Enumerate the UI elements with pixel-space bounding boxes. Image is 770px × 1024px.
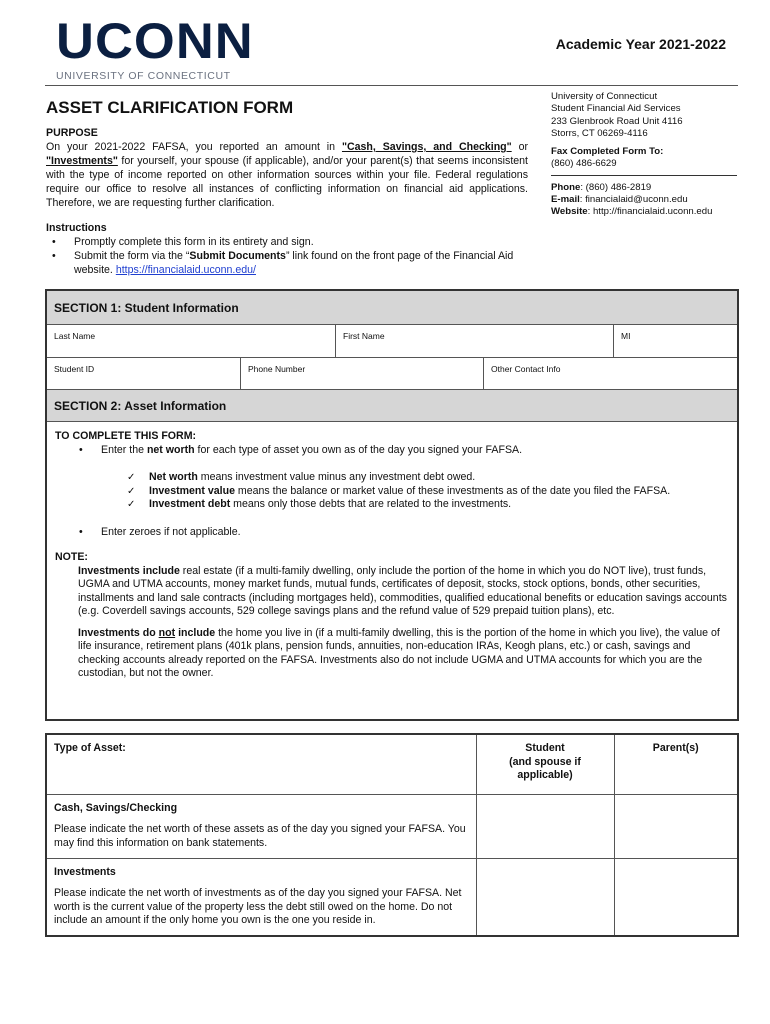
row-description: Please indicate the net worth of these assets as of the day you signed your FAFSA. You may find this information on bank statements. <box>54 823 466 849</box>
instructions-block <box>46 221 530 277</box>
student-header <box>476 734 614 794</box>
parent-header: Parent(s) <box>614 734 738 794</box>
contact-block <box>551 91 737 219</box>
logo-subtitle: UNIVERSITY OF CONNECTICUT <box>56 70 231 82</box>
purpose-text-2: or <box>511 141 528 153</box>
purpose-heading: PURPOSE <box>46 127 98 139</box>
email-label: E-mail <box>551 194 580 206</box>
instructions-heading: Instructions <box>46 222 107 234</box>
type-of-asset-header: Type of Asset: <box>46 734 476 794</box>
instruction-bullet: • Enter zeroes if not applicable. <box>55 526 729 540</box>
to-complete-heading: TO COMPLETE THIS FORM: <box>55 430 197 442</box>
phone-value: : (860) 486-2819 <box>580 181 652 193</box>
definition-term: Investment debt <box>149 498 231 510</box>
mi-field[interactable] <box>614 325 737 357</box>
header-divider <box>45 85 738 86</box>
parent-cash-input[interactable] <box>614 794 738 858</box>
instruction-bullet <box>55 444 729 458</box>
note-heading: NOTE: <box>55 551 88 563</box>
purpose-cash-savings: "Cash, Savings, and Checking" <box>341 141 512 153</box>
purpose-text-1: On your 2021-2022 FAFSA, you reported an amount in <box>46 141 342 153</box>
form-title: ASSET CLARIFICATION FORM <box>46 98 294 117</box>
definition-term: Net worth <box>149 471 198 483</box>
email-line <box>551 194 737 206</box>
definition-item <box>55 498 729 512</box>
purpose-text-3: for yourself, your spouse (if applicable), and/or your parent(s) that seems inconsistent with the type of income reported on other information sources within your file. Federal regulations require our office to resolve all instances of conflicting information on financial aid applications. Therefore, we are requesting further clarification. <box>46 155 528 209</box>
uconn-logo <box>56 13 256 82</box>
phone-line <box>551 182 737 194</box>
note-term-not: not <box>158 626 176 639</box>
table-header-row <box>46 734 738 794</box>
note-investments-include <box>55 565 729 619</box>
section-2-heading: SECTION 2: Asset Information <box>47 390 737 422</box>
row-title: Cash, Savings/Checking <box>54 801 178 814</box>
contact-line: Storrs, CT 06269-4116 <box>551 127 648 139</box>
note-investments-exclude <box>55 627 729 681</box>
website-label: Website <box>551 206 588 218</box>
student-id-field[interactable] <box>47 358 241 389</box>
id-row <box>47 358 737 390</box>
other-contact-label: Other Contact Info <box>491 364 561 374</box>
purpose-investments: "Investments" <box>46 155 118 167</box>
section-1-heading: SECTION 1: Student Information <box>47 291 737 325</box>
phone-label: Phone <box>551 181 581 193</box>
student-header-line: applicable) <box>517 769 573 781</box>
phone-number-label: Phone Number <box>248 364 306 374</box>
definition-text: means only those debts that are related to the investments. <box>230 498 512 510</box>
first-name-field[interactable] <box>336 325 614 357</box>
first-name-label: First Name <box>343 331 385 341</box>
contact-line: University of Connecticut <box>551 91 658 102</box>
student-cash-input[interactable] <box>476 794 614 858</box>
student-investments-input[interactable] <box>476 858 614 936</box>
section-2-body <box>47 422 737 681</box>
financial-aid-link[interactable]: https://financialaid.uconn.edu/ <box>115 264 256 276</box>
instruction-text: Submit the form via the “ <box>74 250 190 262</box>
student-id-label: Student ID <box>54 364 95 374</box>
note-term: Investments include <box>78 564 180 577</box>
form-sections <box>45 289 739 721</box>
definition-term: Investment value <box>149 484 235 497</box>
note-term: Investments do <box>78 626 159 639</box>
table-row <box>46 858 738 936</box>
logo-wordmark: UCONN <box>56 13 254 69</box>
fax-label: Fax Completed Form To: <box>551 146 664 158</box>
contact-line: 233 Glenbrook Road Unit 4116 <box>551 115 683 127</box>
bullet-text: Enter the <box>101 443 147 456</box>
purpose-block <box>46 126 528 210</box>
bullet-text: for each type of asset you own as of the day you signed your FAFSA. <box>194 443 523 456</box>
cash-savings-row-label <box>46 794 476 858</box>
table-row <box>46 794 738 858</box>
phone-number-field[interactable] <box>241 358 484 389</box>
last-name-field[interactable] <box>47 325 336 357</box>
name-row <box>47 325 737 358</box>
note-text: real estate (if a multi-family dwelling, only include the portion of the home in which you do NOT live), trust funds, UGMA and UTMA accounts, money market funds, mutual funds, certificates of deposit, stocks, stock options, bonds, other securities, installments and land sale contracts (including mortgages held), commodities, qualified educational benefits or education savings accounts (e.g. Coverdell savings accounts, 529 college savings plans and the refund value of 529 prepaid tuition plans), etc. <box>78 564 727 617</box>
definition-text: means investment value minus any investment debt owed. <box>197 471 476 483</box>
asset-table <box>45 733 739 937</box>
student-header-line: (and spouse if <box>509 755 581 768</box>
note-term: include <box>175 626 216 639</box>
definition-text: means the balance or market value of these investments as of the date you filed the FAFSA. <box>234 484 671 497</box>
email-value: : financialaid@uconn.edu <box>579 194 688 206</box>
instruction-item: • Promptly complete this form in its entirety and sign. <box>46 235 530 249</box>
contact-line: Student Financial Aid Services <box>551 103 681 115</box>
mi-label: MI <box>621 331 631 341</box>
instructions-list <box>46 235 530 277</box>
definition-item <box>55 485 729 499</box>
definition-item <box>55 471 729 485</box>
investments-row-label <box>46 858 476 936</box>
parent-investments-input[interactable] <box>614 858 738 936</box>
row-title: Investments <box>54 865 116 878</box>
other-contact-field[interactable] <box>484 358 737 389</box>
academic-year: Academic Year 2021-2022 <box>555 36 726 52</box>
contact-divider <box>551 175 737 176</box>
last-name-label: Last Name <box>54 331 96 341</box>
net-worth-term: net worth <box>146 443 195 456</box>
submit-documents-text: Submit Documents <box>189 250 286 262</box>
note-text: the home you live in (if a multi-family dwelling, this is the portion of the home in which you live), the value of life insurance, retirement plans (401k plans, pension funds, annuities, non-education IRAs, Keogh plans, etc.) or cash, savings and checking accounts already reported on the FAFSA. Investments also do not include UGMA and UTMA accounts for which you are the custodian, but not the owner. <box>78 626 720 679</box>
student-header-line: Student <box>525 742 565 754</box>
instruction-text: ” link found on the front page of the Financial Aid website. <box>74 250 514 276</box>
website-line <box>551 206 737 218</box>
fax-number: (860) 486-6629 <box>551 158 617 170</box>
instruction-item <box>46 249 530 277</box>
purpose-text <box>46 140 528 210</box>
row-description: Please indicate the net worth of investments as of the day you signed your FAFSA. Net worth is the current value of the property less the debt still owed on the home. Do not include an amount if the only home you own is the one you reside in. <box>54 887 462 926</box>
website-value: : http://financialaid.uconn.edu <box>587 206 713 218</box>
